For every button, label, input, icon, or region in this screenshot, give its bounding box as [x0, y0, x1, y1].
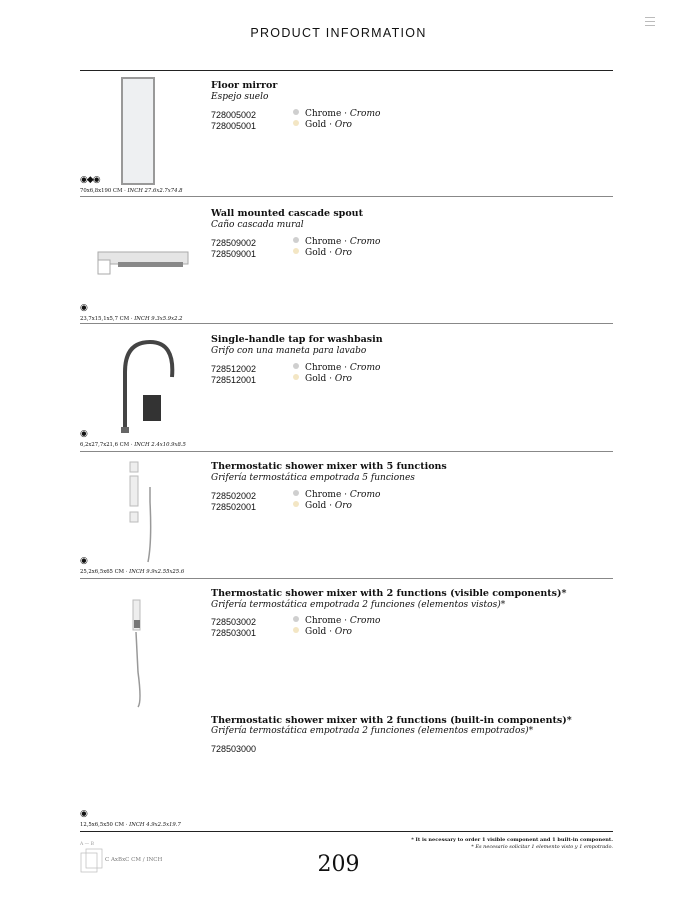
- dimension-legend: C AxBxC CM / INCH: [105, 857, 163, 863]
- product-images: [80, 72, 210, 832]
- chrome-swatch-icon: [293, 616, 299, 622]
- finish-chrome: Chrome · Cromo: [293, 490, 380, 500]
- finish-label-es: Cromo: [349, 109, 381, 119]
- footnote-en: * It is necessary to order 1 visible component and 1 built-in component.: [411, 837, 613, 843]
- chrome-swatch-icon: [293, 237, 299, 243]
- legend-ab: A — B: [80, 842, 94, 847]
- installation-symbols-icon: ◉: [80, 303, 87, 313]
- gold-swatch-icon: [293, 120, 299, 126]
- installation-symbols-icon: ◉◆◉: [80, 175, 100, 185]
- finish-chrome: Chrome · Cromo: [293, 363, 380, 373]
- product-code: 728503001: [211, 628, 257, 638]
- shower-mixer-2-image: [133, 600, 140, 707]
- product-code: 728503000: [211, 744, 257, 754]
- gold-swatch-icon: [293, 248, 299, 254]
- product-code: 728512002: [211, 364, 257, 374]
- dimensions: 12,5x6,5x50 CM · INCH 4.9x2.5x19.7: [80, 822, 181, 828]
- finish-chrome: [293, 109, 380, 119]
- finish-gold: [293, 120, 352, 130]
- product-subtitle: Grifería termostática empotrada 2 funciones (elementos vistos)*: [211, 600, 506, 610]
- gold-swatch-icon: [293, 374, 299, 380]
- product-subtitle: Grifería termostática empotrada 5 funciones: [211, 473, 415, 483]
- finish-chrome: Chrome · Cromo: [293, 616, 380, 626]
- finish-gold: Gold · Oro: [293, 501, 352, 511]
- product-subtitle: Caño cascada mural: [211, 220, 304, 230]
- installation-symbols-icon: ◉: [80, 429, 87, 439]
- product-subtitle: Grifo con una maneta para lavabo: [211, 346, 367, 356]
- shower-mixer-5-image: [130, 462, 151, 562]
- gold-swatch-icon: [293, 627, 299, 633]
- floor-mirror-image: [122, 78, 154, 184]
- menu-icon[interactable]: [645, 17, 655, 29]
- gold-swatch-icon: [293, 501, 299, 507]
- product-title: Floor mirror: [211, 80, 278, 91]
- dimensions: 70x6,8x190 CM · INCH 27.6x2.7x74.8: [80, 188, 183, 194]
- chrome-swatch-icon: [293, 363, 299, 369]
- product-code: 728005001: [211, 121, 257, 131]
- divider: [80, 70, 613, 71]
- product-title: Thermostatic shower mixer with 2 functions (visible components)*: [211, 588, 567, 599]
- finish-gold: Gold · Oro: [293, 374, 352, 384]
- finish-gold: Gold · Oro: [293, 627, 352, 637]
- chrome-swatch-icon: [293, 490, 299, 496]
- product-code: 728502001: [211, 502, 257, 512]
- installation-symbols-icon: ◉: [80, 809, 87, 819]
- product-title: Wall mounted cascade spout: [211, 208, 363, 219]
- finish-gold: Gold · Oro: [293, 248, 352, 258]
- cascade-spout-image: [98, 252, 188, 274]
- product-subtitle: Espejo suelo: [211, 92, 269, 102]
- chrome-swatch-icon: [293, 109, 299, 115]
- dimensions: 25,2x6,5x65 CM · INCH 9.9x2.55x25.6: [80, 569, 185, 575]
- product-subtitle: Grifería termostática empotrada 2 funciones (elementos empotrados)*: [211, 726, 534, 736]
- product-code: 728509001: [211, 249, 257, 259]
- installation-symbols-icon: ◉: [80, 556, 87, 566]
- product-code: 728005002: [211, 110, 257, 120]
- product-code: 728502002: [211, 491, 257, 501]
- product-code: 728512001: [211, 375, 257, 385]
- washbasin-tap-image: [121, 342, 172, 433]
- finish-label: Chrome ·: [305, 109, 350, 119]
- product-title: Single-handle tap for washbasin: [211, 334, 383, 345]
- product-code: 728503002: [211, 617, 257, 627]
- product-code: 728509002: [211, 238, 257, 248]
- finish-chrome: Chrome · Cromo: [293, 237, 380, 247]
- finish-label-es: Oro: [334, 120, 352, 130]
- dimensions: 23,7x15,1x5,7 CM · INCH 9.3x5.9x2.2: [80, 316, 183, 322]
- dimensions: 6,2x27,7x21,6 CM · INCH 2.4x10.9x8.5: [80, 442, 186, 448]
- product-title: Thermostatic shower mixer with 5 functions: [211, 461, 447, 472]
- product-title: Thermostatic shower mixer with 2 functions (built-in components)*: [211, 715, 572, 726]
- finish-label: Gold ·: [305, 120, 335, 130]
- page-title: PRODUCT INFORMATION: [250, 26, 427, 40]
- page-number: 209: [317, 852, 360, 877]
- footnote-es: * Es necesario solicitar 1 elemento visto y 1 empotrado.: [471, 844, 613, 850]
